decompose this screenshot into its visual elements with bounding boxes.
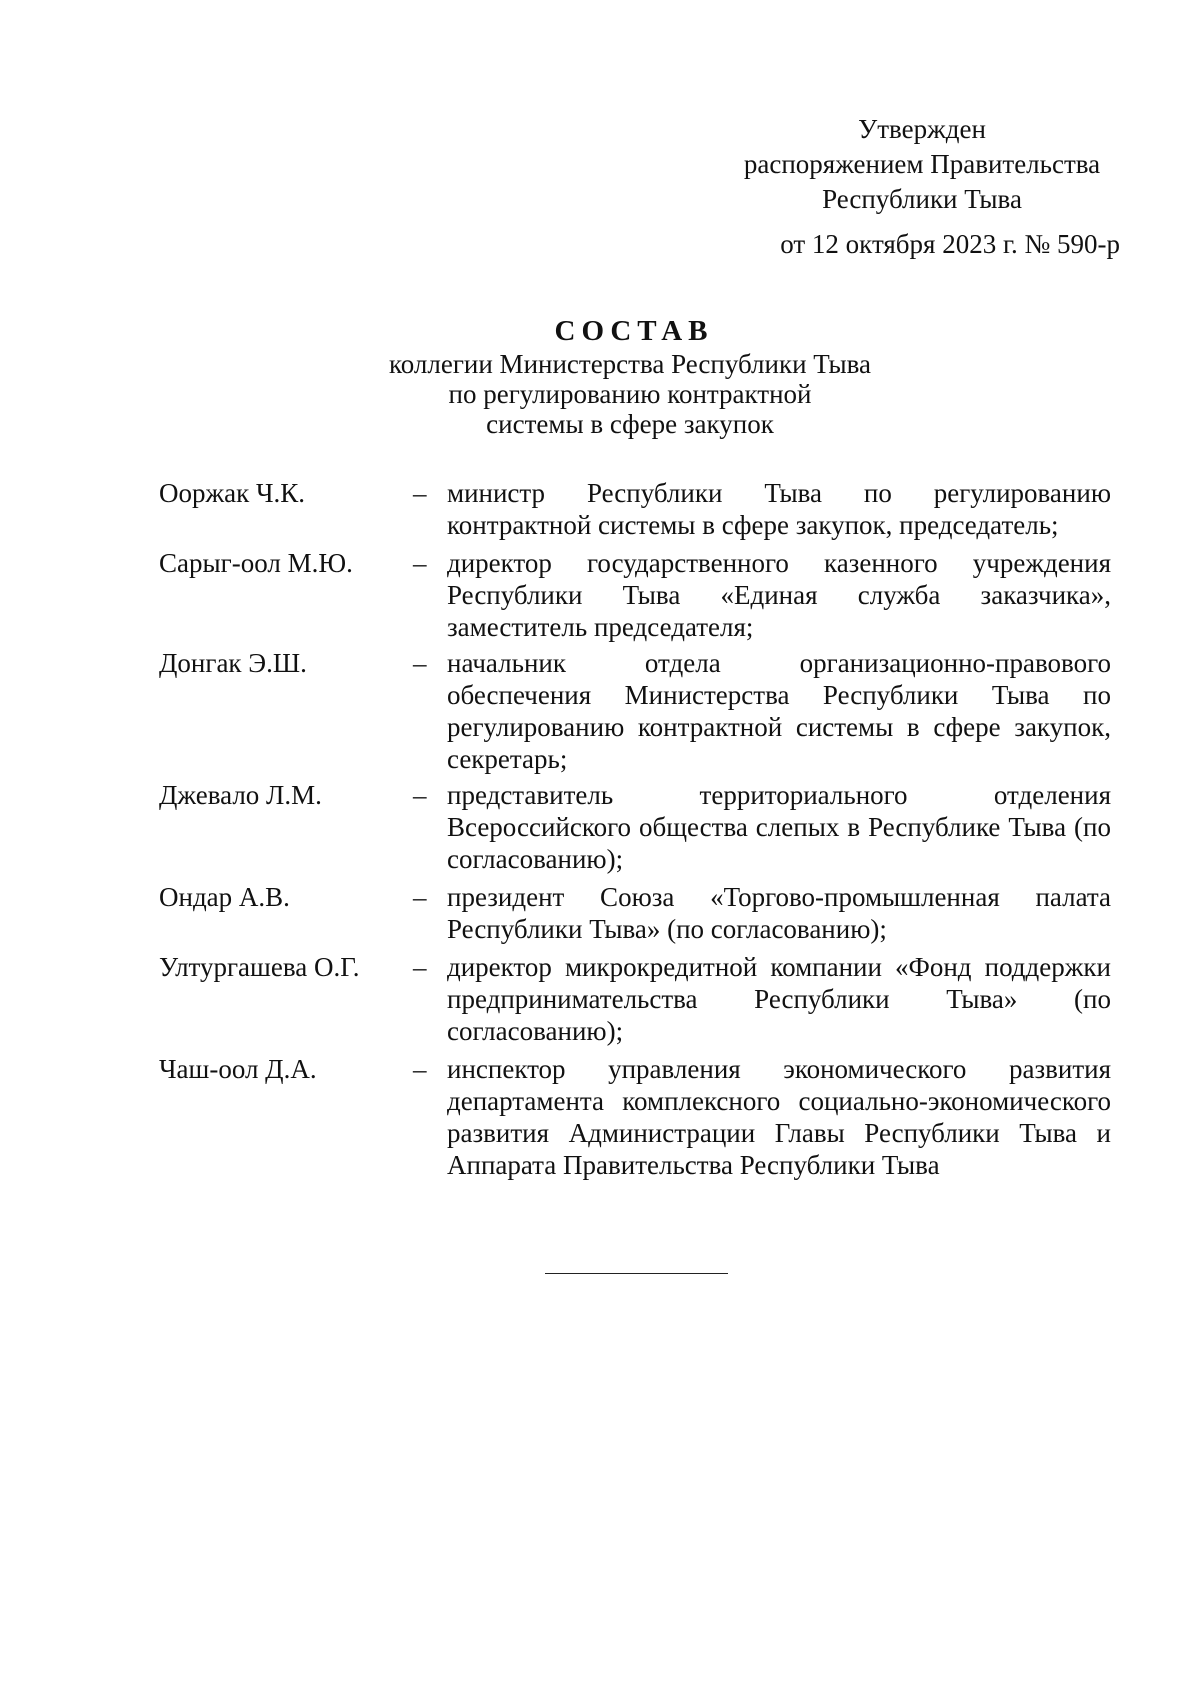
member-name: Ооржак Ч.К. <box>159 478 306 508</box>
member-name: Ондар А.В. <box>159 882 290 912</box>
member-role: директор микрокредитной компании «Фонд поддержки предпринимательства Республики Тыва» (по согласованию); <box>447 952 1111 1046</box>
member-dash: – <box>413 1054 427 1084</box>
member-dash: – <box>413 882 427 912</box>
closing-divider <box>545 1273 728 1274</box>
member-role: инспектор управления экономического развития департамента комплексного социально-экономического развития Администрации Главы Республики Тыва и Аппарата Правительства Республики Тыва <box>447 1054 1111 1180</box>
member-name: Чаш-оол Д.А. <box>159 1054 317 1084</box>
member-row <box>159 1053 1111 1181</box>
document-subtitle <box>300 349 960 439</box>
member-role: представитель территориального отделения Всероссийского общества слепых в Республике Тыва (по согласованию); <box>447 780 1111 874</box>
subtitle-line: по регулированию контрактной <box>448 379 812 409</box>
document-title: СОСТАВ <box>554 315 714 347</box>
member-row <box>159 881 1111 945</box>
member-dash: – <box>413 780 427 810</box>
title-block <box>300 313 960 439</box>
member-role: министр Республики Тыва по регулированию контрактной системы в сфере закупок, председатель; <box>447 478 1111 540</box>
member-name: Ултургашева О.Г. <box>159 952 360 982</box>
member-role: директор государственного казенного учреждения Республики Тыва «Единая служба заказчика», заместитель председателя; <box>447 548 1111 642</box>
member-row <box>159 547 1111 643</box>
members-list <box>159 477 1111 1186</box>
member-row <box>159 779 1111 875</box>
member-row <box>159 647 1111 775</box>
member-row <box>159 477 1111 541</box>
approval-line-order: распоряжением Правительства <box>743 149 1101 179</box>
approval-date: от 12 октября 2023 г. № 590-р <box>780 229 1120 259</box>
member-row <box>159 951 1111 1047</box>
member-name: Донгак Э.Ш. <box>159 648 307 678</box>
member-role: начальник отдела организационно-правового обеспечения Министерства Республики Тыва по регулированию контрактной системы в сфере закупок, секретарь; <box>447 648 1111 774</box>
member-dash: – <box>413 548 427 578</box>
approval-block <box>720 112 1140 262</box>
subtitle-line: коллегии Министерства Республики Тыва <box>389 349 871 379</box>
subtitle-line: системы в сфере закупок <box>486 409 774 439</box>
member-name: Джевало Л.М. <box>159 780 322 810</box>
member-dash: – <box>413 478 427 508</box>
member-dash: – <box>413 648 427 678</box>
member-name: Сарыг-оол М.Ю. <box>159 548 353 578</box>
approval-line-approved: Утвержден <box>858 114 986 144</box>
member-role: президент Союза «Торгово-промышленная палата Республики Тыва» (по согласованию); <box>447 882 1111 944</box>
approval-line-republic: Республики Тыва <box>822 184 1022 214</box>
member-dash: – <box>413 952 427 982</box>
